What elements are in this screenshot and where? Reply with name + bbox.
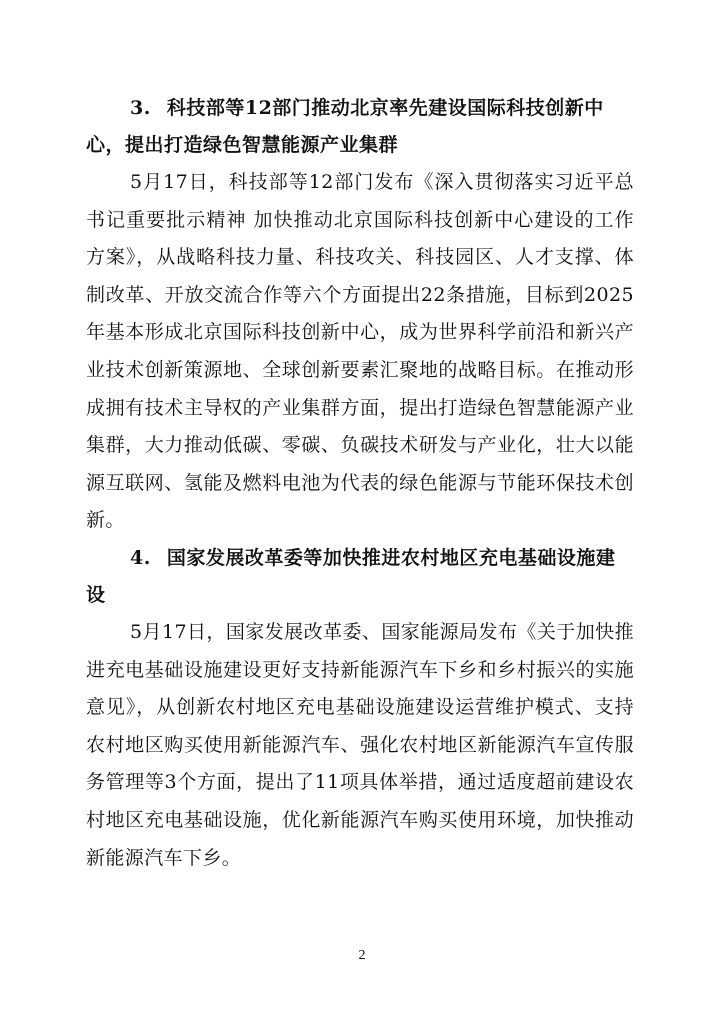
section-title: 科技部等12部门推动北京率先建设国际科技创新中心，提出打造绿色智慧能源产业集群 — [86, 97, 604, 156]
section-number: 3. — [130, 97, 151, 119]
page-number: 2 — [358, 948, 366, 963]
section-4 — [86, 540, 634, 877]
section-heading — [86, 540, 634, 614]
section-number: 4. — [130, 546, 151, 569]
section-title: 国家发展改革委等加快推进农村地区充电基础设施建设 — [86, 546, 616, 606]
section-heading — [86, 90, 634, 164]
section-3 — [86, 90, 634, 540]
document-page — [86, 90, 634, 877]
section-body: 5月17日，科技部等12部门发布《深入贯彻落实习近平总书记重要批示精神 加快推动北京国际科技创新中心建设的工作方案》，从战略科技力量、科技攻关、科技园区、人才支撑、体制改革、开放交流合作等六个方面提出22条措施，目标到2025年基本形成北京国际科技创新中心，成为世界科学前沿和新兴产业技术创新策源地、全球创新要素汇聚地的战略目标。在推动形成拥有技术主导权的产业集群方面，提出打造绿色智慧能源产业集群，大力推动低碳、零碳、负碳技术研发与产业化，壮大以能源互联网、氢能及燃料电池为代表的绿色能源与节能环保技术创新。 — [86, 171, 634, 532]
section-body: 5月17日，国家发展改革委、国家能源局发布《关于加快推进充电基础设施建设更好支持新能源汽车下乡和乡村振兴的实施意见》，从创新农村地区充电基础设施建设运营维护模式、支持农村地区购买使用新能源汽车、强化农村地区新能源汽车宣传服务管理等3个方面，提出了11项具体举措，通过适度超前建设农村地区充电基础设施，优化新能源汽车购买使用环境，加快推动新能源汽车下乡。 — [86, 620, 634, 869]
